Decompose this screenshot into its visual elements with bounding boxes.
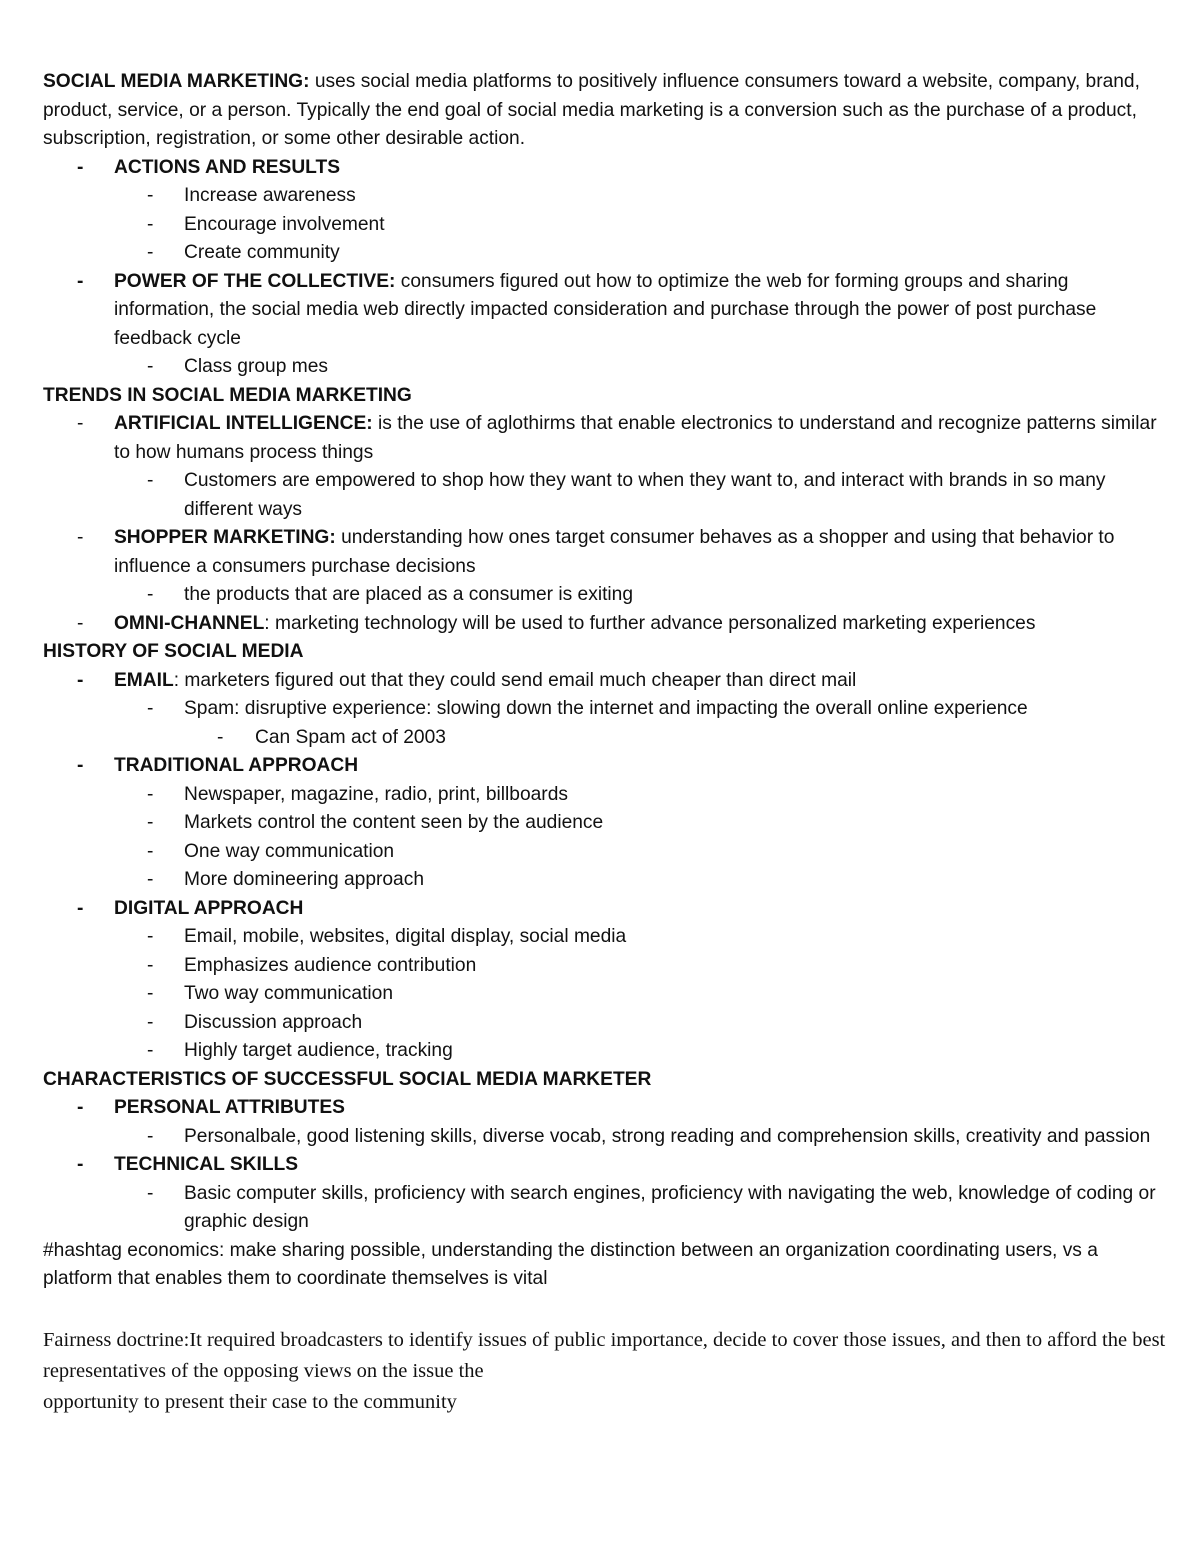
list-item: - POWER OF THE COLLECTIVE: consumers figured out how to optimize the web for forming groups and sharing information, the social media web directly impacted consideration and purchase through the power of post purchase feedback cycle (77, 270, 1097, 349)
list-item: - SHOPPER MARKETING: understanding how ones target consumer behaves as a shopper and using that behavior to influence a consumers purchase decisions (77, 527, 1115, 577)
list-item: - Markets control the content seen by the audience (147, 812, 604, 833)
actions-results-heading: ACTIONS AND RESULTS (114, 156, 340, 178)
list-item: - OMNI-CHANNEL: marketing technology will be used to further advance personalized marketing experiences (77, 612, 1036, 634)
list-item: - More domineering approach (147, 869, 424, 890)
list-item: - Increase awareness (147, 185, 356, 206)
list-item: - the products that are placed as a consumer is exiting (147, 584, 634, 605)
section-heading: TRENDS IN SOCIAL MEDIA MARKETING (43, 384, 412, 406)
intro-text: uses social media platforms to positively influence consumers toward a website, company, brand, product, service, or a person. Typically the end goal of social media marketing is a conversion such as the purchase of a product, subscription, registration, or some other desirable action. (43, 71, 1140, 149)
list-item: - TRADITIONAL APPROACH (77, 755, 359, 776)
hashtag-paragraph: #hashtag economics: make sharing possible, understanding the distinction between an organization coordinating users, vs a platform that enables them to coordinate themselves is vital (43, 1239, 1098, 1289)
list-item: - Newspaper, magazine, radio, print, billboards (147, 783, 568, 805)
list-item: - ARTIFICIAL INTELLIGENCE: is the use of aglothirms that enable electronics to understand and recognize patterns similar to how humans process things (77, 413, 1157, 463)
section-heading: CHARACTERISTICS OF SUCCESSFUL SOCIAL MEDIA MARKETER (43, 1068, 652, 1090)
list-item: - Encourage involvement (147, 213, 385, 235)
list-item: - Two way communication (147, 983, 394, 1004)
fairness-line-2: opportunity to present their case to the community (43, 1390, 457, 1413)
list-item: - Highly target audience, tracking (147, 1040, 453, 1061)
list-item: - EMAIL: marketers figured out that they could send email much cheaper than direct mail (77, 669, 857, 691)
list-item: - DIGITAL APPROACH (77, 897, 304, 919)
document-page (43, 68, 1168, 1418)
intro-term: SOCIAL MEDIA MARKETING: (43, 71, 310, 92)
list-item: - Customers are empowered to shop how they want to when they want to, and interact with brands in so many different ways (147, 470, 1106, 520)
list-item: - Basic computer skills, proficiency with search engines, proficiency with navigating the web, knowledge of coding or graphic design (147, 1182, 1156, 1232)
list-item: - Email, mobile, websites, digital display, social media (147, 926, 627, 947)
list-item: - Spam: disruptive experience: slowing down the internet and impacting the overall online experience (147, 698, 1028, 719)
list-item: - Create community (147, 242, 340, 263)
list-item: - TECHNICAL SKILLS (77, 1154, 299, 1175)
list-item: - ACTIONS AND RESULTS (77, 156, 340, 178)
list-item: - Emphasizes audience contribution (147, 954, 477, 976)
fairness-line-1: Fairness doctrine:It required broadcasters to identify issues of public importance, decide to cover those issues, and then to afford the best representatives of the opposing views on the issue the (43, 1328, 1166, 1382)
list-item: - Can Spam act of 2003 (217, 726, 446, 748)
list-item: - Class group mes (147, 356, 328, 377)
list-item: - Personalbale, good listening skills, diverse vocab, strong reading and comprehension skills, creativity and passion (147, 1125, 1151, 1147)
fairness-paragraph (43, 1325, 1168, 1418)
list-item: - Discussion approach (147, 1011, 363, 1033)
list-item: - One way communication (147, 840, 395, 862)
power-collective-term: POWER OF THE COLLECTIVE: (114, 270, 396, 292)
section-heading: HISTORY OF SOCIAL MEDIA (43, 641, 304, 662)
list-item: - PERSONAL ATTRIBUTES (77, 1097, 345, 1118)
intro-paragraph (43, 68, 1168, 154)
